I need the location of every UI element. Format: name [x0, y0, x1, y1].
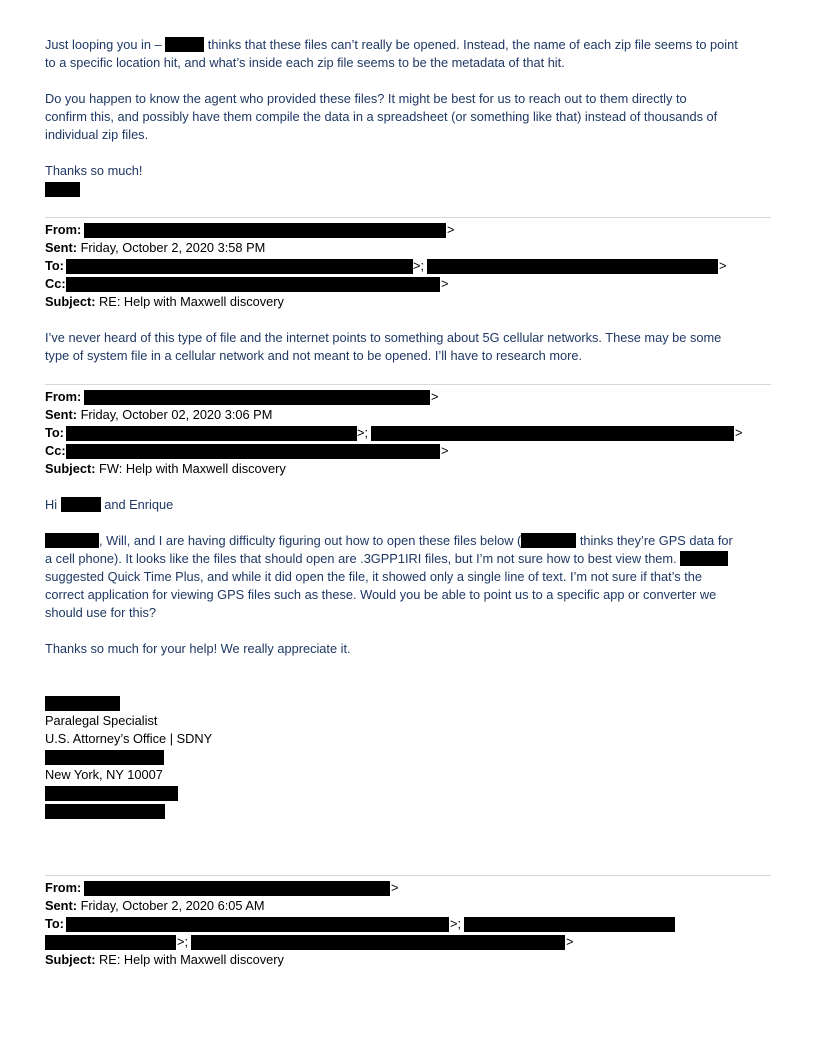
- redaction-cc: [66, 277, 440, 292]
- email1-cc-label: Cc:: [45, 276, 66, 291]
- email1-body: I’ve never heard of this type of file and the internet points to something about 5G cellular networks. These may be some type of system file in a cellular network and not meant to be opened. I’ll have to research more.: [45, 330, 722, 363]
- redaction-to: [371, 426, 734, 441]
- email2-subject: Subject: FW: Help with Maxwell discovery: [45, 461, 286, 476]
- redaction-name: [521, 533, 576, 548]
- redaction-to: [45, 935, 176, 950]
- question-line3: individual zip files.: [45, 127, 149, 142]
- email3-from-label: From:: [45, 880, 82, 895]
- redaction-phone: [45, 786, 178, 801]
- redaction-to: [464, 917, 675, 932]
- intro-text-b: thinks that these files can’t really be opened. Instead, the name of each zip file seems to point: [207, 37, 738, 52]
- divider: [45, 217, 771, 218]
- email2-to-sep: >;: [357, 425, 369, 440]
- email1-cc-end: >: [441, 276, 449, 291]
- signature-office: U.S. Attorney’s Office | SDNY: [45, 731, 213, 746]
- intro-text-line2: to a specific location hit, and what’s inside each zip file seems to be the metadata of that hit.: [45, 55, 565, 70]
- redaction-to: [66, 259, 413, 274]
- redaction-name: [165, 37, 204, 52]
- redaction-to: [66, 917, 449, 932]
- email3-from-end: >: [391, 880, 399, 895]
- redaction-name: [680, 551, 728, 566]
- redaction-signature-name: [45, 696, 120, 711]
- closing-thanks: Thanks so much!: [45, 163, 143, 178]
- redaction-email: [45, 804, 165, 819]
- divider: [45, 384, 771, 385]
- email1-to-label: To:: [45, 258, 64, 273]
- email1-subject: Subject: RE: Help with Maxwell discovery: [45, 294, 284, 309]
- redaction-address: [45, 750, 164, 765]
- signature-title: Paralegal Specialist: [45, 713, 158, 728]
- email1-sent: Sent: Friday, October 2, 2020 3:58 PM: [45, 240, 266, 255]
- redaction-from: [84, 223, 446, 238]
- email2-cc-label: Cc:: [45, 443, 66, 458]
- email1-from-label: From:: [45, 222, 82, 237]
- question-line2: confirm this, and possibly have them compile the data in a spreadsheet (or something like that) instead of thousands of: [45, 109, 718, 124]
- email2-to-end: >: [735, 425, 743, 440]
- email3-to-sep: >;: [450, 916, 462, 931]
- redaction-signoff: [45, 182, 80, 197]
- question-line1: Do you happen to know the agent who provided these files? It might be best for us to reach out to them directly to: [45, 91, 687, 106]
- redaction-from: [84, 390, 430, 405]
- email2-from-end: >: [431, 389, 439, 404]
- email1-to-end: >: [719, 258, 727, 273]
- redaction-to: [66, 426, 357, 441]
- redaction-to: [427, 259, 718, 274]
- email1-to-sep: >;: [413, 258, 425, 273]
- email2-to-label: To:: [45, 425, 64, 440]
- intro-text-a: Just looping you in –: [45, 37, 162, 52]
- email3-subject: Subject: RE: Help with Maxwell discovery: [45, 952, 284, 967]
- email2-thanks: Thanks so much for your help! We really appreciate it.: [45, 641, 351, 656]
- question-paragraph: [45, 90, 771, 144]
- redaction-name: [45, 533, 99, 548]
- email2-greeting: Hi and Enrique: [45, 497, 174, 512]
- email2-body: , Will, and I are having difficulty figuring out how to open these files below ( thinks they’re GPS data for a cell phone). It looks like the files that should open are .3GPP1IRI files, but I’m not sure how to best view them. suggested Quick Time Plus, and while it did open the file, it showed only a single line of text. I’m not sure if that’s the correct application for viewing GPS files such as these. Would you be able to point us to a specific app or converter we should use for this?: [45, 533, 733, 620]
- email3-to-end: >: [566, 934, 574, 949]
- email2-from-label: From:: [45, 389, 82, 404]
- redaction-from: [84, 881, 390, 896]
- email2-sent: Sent: Friday, October 02, 2020 3:06 PM: [45, 407, 273, 422]
- email3-to-sep: >;: [177, 934, 189, 949]
- redaction-to: [191, 935, 565, 950]
- email2-cc-end: >: [441, 443, 449, 458]
- email3-sent: Sent: Friday, October 2, 2020 6:05 AM: [45, 898, 265, 913]
- email3-to-label: To:: [45, 916, 64, 931]
- signature-city: New York, NY 10007: [45, 767, 163, 782]
- redaction-cc: [66, 444, 440, 459]
- divider: [45, 875, 771, 876]
- email1-from-end: >: [447, 222, 455, 237]
- intro-paragraph: [45, 36, 771, 72]
- redaction-name: [61, 497, 101, 512]
